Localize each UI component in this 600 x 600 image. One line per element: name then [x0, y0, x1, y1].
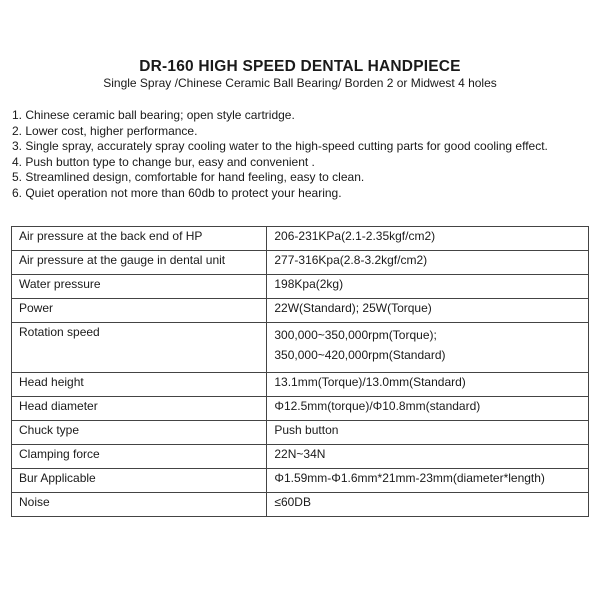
feature-item: 4. Push button type to change bur, easy and convenient . — [12, 154, 315, 169]
spec-label: Noise — [12, 493, 267, 517]
feature-item: 5. Streamlined design, comfortable for hand feeling, easy to clean. — [12, 170, 365, 185]
spec-row — [12, 299, 589, 323]
spec-table — [11, 226, 589, 517]
spec-label: Air pressure at the gauge in dental unit — [12, 251, 267, 275]
spec-row — [12, 251, 589, 275]
spec-row — [12, 323, 589, 373]
spec-value: Φ1.59mm-Φ1.6mm*21mm-23mm(diameter*length) — [267, 469, 589, 493]
feature-list — [12, 108, 592, 202]
spec-row — [12, 397, 589, 421]
spec-value: 22N~34N — [267, 445, 589, 469]
spec-label: Chuck type — [12, 421, 267, 445]
feature-item: 1. Chinese ceramic ball bearing; open style cartridge. — [12, 108, 295, 122]
spec-row — [12, 373, 589, 397]
spec-value: 198Kpa(2kg) — [267, 275, 589, 299]
spec-value — [267, 323, 589, 373]
feature-item: 2. Lower cost, higher performance. — [12, 123, 198, 138]
spec-value: 13.1mm(Torque)/13.0mm(Standard) — [267, 373, 589, 397]
spec-label: Air pressure at the back end of HP — [12, 227, 267, 251]
document-subtitle: Single Spray /Chinese Ceramic Ball Bearing/ Borden 2 or Midwest 4 holes — [103, 76, 497, 90]
spec-value: 277-316Kpa(2.8-3.2kgf/cm2) — [267, 251, 589, 275]
spec-row — [12, 493, 589, 517]
spec-label: Head diameter — [12, 397, 267, 421]
feature-item: 6. Quiet operation not more than 60db to protect your hearing. — [12, 185, 342, 200]
spec-label: Water pressure — [12, 275, 267, 299]
spec-value: ≤60DB — [267, 493, 589, 517]
spec-value: 206-231KPa(2.1-2.35kgf/cm2) — [267, 227, 589, 251]
spec-row — [12, 275, 589, 299]
spec-value-line: 350,000~420,000rpm(Standard) — [274, 348, 446, 362]
spec-value: Φ12.5mm(torque)/Φ10.8mm(standard) — [267, 397, 589, 421]
spec-label: Clamping force — [12, 445, 267, 469]
spec-row — [12, 227, 589, 251]
spec-row — [12, 445, 589, 469]
spec-value-line: 300,000~350,000rpm(Torque); — [274, 328, 437, 342]
spec-row — [12, 469, 589, 493]
spec-label: Power — [12, 299, 267, 323]
spec-label: Head height — [12, 373, 267, 397]
spec-value: Push button — [267, 421, 589, 445]
spec-label: Bur Applicable — [12, 469, 267, 493]
document-title: DR-160 HIGH SPEED DENTAL HANDPIECE — [139, 58, 461, 75]
spec-row — [12, 421, 589, 445]
spec-value: 22W(Standard); 25W(Torque) — [267, 299, 589, 323]
spec-label: Rotation speed — [12, 323, 267, 373]
feature-item: 3. Single spray, accurately spray cooling water to the high-speed cutting parts for good cooling effect. — [12, 139, 548, 154]
